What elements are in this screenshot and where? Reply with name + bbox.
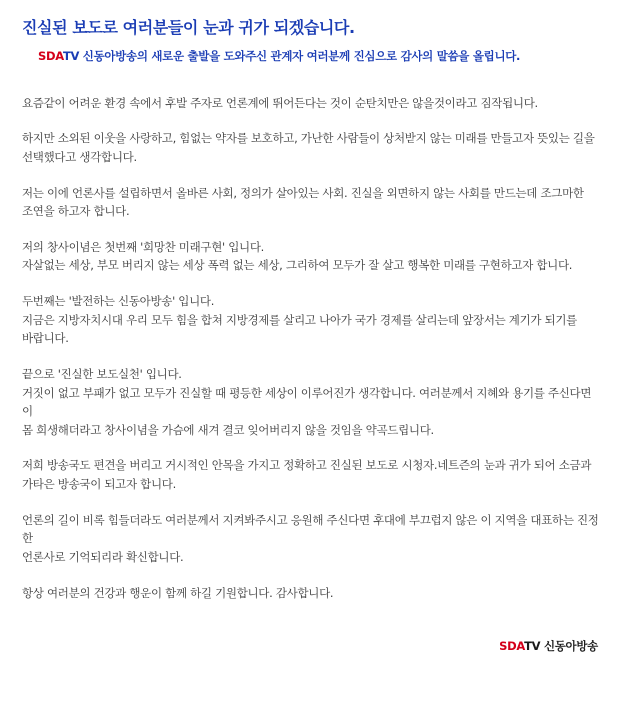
paragraph [22, 129, 604, 166]
paragraph [22, 184, 604, 221]
signature-brand-sda: SDA [499, 639, 525, 654]
subtitle [38, 49, 612, 64]
brand-tv-text: TV [62, 48, 80, 63]
paragraph-line: 저희 방송국도 편견을 버리고 거시적인 안목을 가지고 정확하고 진실된 보도로 시청자.네트즌의 눈과 귀가 되어 소금과 [22, 458, 592, 473]
paragraph-line: 두번째는 '발전하는 신동아방송' 입니다. [22, 294, 215, 309]
paragraph-line: 바랍니다. [22, 331, 69, 346]
signature-brand-name: TV 신동아방송 [524, 639, 598, 654]
paragraph-line: 항상 여러분의 건강과 행운이 함께 하길 기원합니다. 감사합니다. [22, 585, 334, 600]
paragraph-line: 끝으로 '진실한 보도실천' 입니다. [22, 366, 182, 381]
paragraph-line: 언론사로 기억되리라 확신합니다. [22, 549, 184, 564]
paragraph-line: 하지만 소외된 이웃을 사랑하고, 힘없는 약자를 보호하고, 가난한 사람들이 상처받지 않는 미래를 만들고자 뜻있는 길을 [22, 131, 595, 146]
paragraph [22, 94, 604, 113]
paragraph [22, 511, 604, 567]
paragraph [22, 584, 604, 603]
paragraph [22, 456, 604, 493]
paragraph-line: 저는 이에 언론사를 설립하면서 올바른 사회, 정의가 살아있는 사회. 진실을 외면하지 않는 사회를 만드는데 조그마한 [22, 185, 584, 200]
paragraph [22, 238, 604, 275]
paragraph [22, 365, 604, 440]
paragraph [22, 292, 604, 348]
paragraph-line: 가타은 방송국이 되고자 합니다. [22, 477, 176, 492]
paragraph-line: 언론의 길이 비록 힘들더라도 여러분께서 지켜봐주시고 응원해 주신다면 후대에 부끄럽지 않은 이 지역을 대표하는 진정한 [22, 512, 599, 546]
paragraph-line: 자살없는 세상, 부모 버리지 않는 세상 폭력 없는 세상, 그리하여 모두가 잘 살고 행복한 미래를 구현하고자 합니다. [22, 258, 573, 273]
paragraph-line: 거짓이 없고 부패가 없고 모두가 진실할 때 평등한 세상이 이루어진가 생각합니다. 여러분께서 지혜와 용기를 주신다면 이 [22, 385, 592, 419]
signature [22, 638, 612, 654]
paragraph-line: 지금은 지방자치시대 우리 모두 힘을 합쳐 지방경제를 살리고 나아가 국가 경제를 살리는데 앞장서는 계기가 되기를 [22, 312, 577, 327]
paragraph-line: 저의 창사이념은 첫번째 '희망찬 미래구현' 입니다. [22, 239, 265, 254]
paragraph-line: 선택했다고 생각합니다. [22, 149, 137, 164]
paragraph-line: 몸 희생해더라고 창사이념을 가슴에 새겨 결코 잊어버리지 않을 것임을 약곡드립니다. [22, 422, 434, 437]
brand-sda-text: SDA [38, 48, 63, 63]
paragraph-line: 요즘같이 어려운 환경 속에서 후발 주자로 언론계에 뛰어든다는 것이 순탄치만은 않을것이라고 짐작됩니다. [22, 95, 538, 110]
subtitle-rest: 신동아방송의 새로운 출발을 도와주신 관계자 여러분께 진심으로 감사의 말씀을 올립니다. [79, 48, 521, 63]
letter-body [22, 94, 612, 603]
paragraph-line: 조연을 하고자 합니다. [22, 204, 130, 219]
page-title: 진실된 보도로 여러분들이 눈과 귀가 되겠습니다. [22, 18, 355, 37]
